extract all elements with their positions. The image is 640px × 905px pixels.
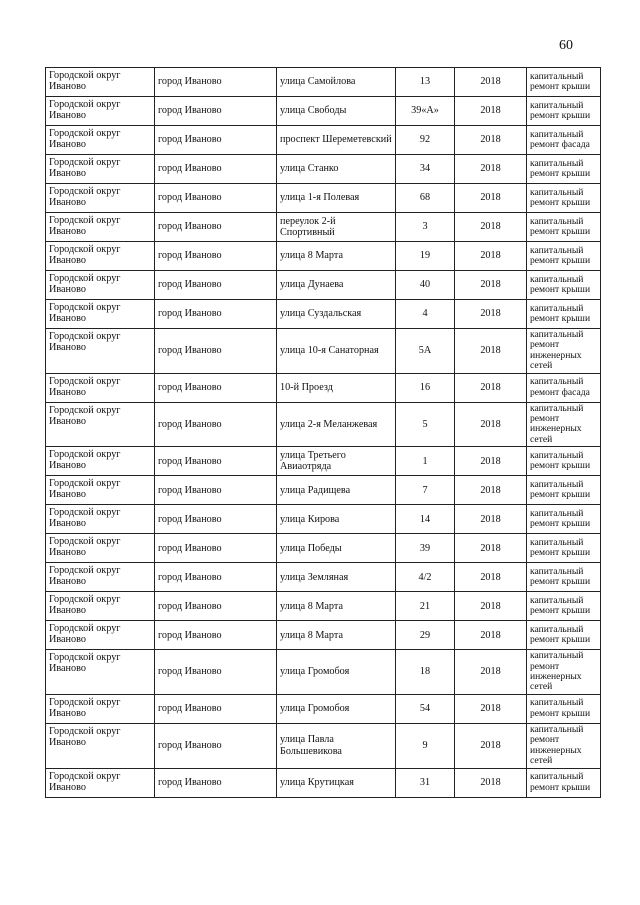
- street-cell: улица 10-я Санаторная: [277, 329, 396, 374]
- house-number-cell: 29: [396, 621, 455, 650]
- street-cell: улица 2-я Меланжевая: [277, 402, 396, 447]
- year-cell: 2018: [455, 621, 527, 650]
- work-type-cell: капитальный ремонт инженерных сетей: [527, 329, 601, 374]
- year-cell: 2018: [455, 242, 527, 271]
- district-cell: Городской округ Иваново: [46, 505, 155, 534]
- year-cell: 2018: [455, 68, 527, 97]
- table-row: [46, 505, 601, 534]
- table-row: [46, 213, 601, 242]
- city-cell: город Иваново: [155, 476, 277, 505]
- district-cell: Городской округ Иваново: [46, 97, 155, 126]
- house-number-cell: 92: [396, 126, 455, 155]
- house-number-cell: 7: [396, 476, 455, 505]
- year-cell: 2018: [455, 300, 527, 329]
- city-cell: город Иваново: [155, 534, 277, 563]
- house-number-cell: 14: [396, 505, 455, 534]
- year-cell: 2018: [455, 723, 527, 768]
- table-row: [46, 723, 601, 768]
- year-cell: 2018: [455, 155, 527, 184]
- district-cell: Городской округ Иваново: [46, 329, 155, 374]
- city-cell: город Иваново: [155, 563, 277, 592]
- table-row: [46, 402, 601, 447]
- house-number-cell: 5: [396, 402, 455, 447]
- house-number-cell: 3: [396, 213, 455, 242]
- city-cell: город Иваново: [155, 213, 277, 242]
- district-cell: Городской округ Иваново: [46, 271, 155, 300]
- year-cell: 2018: [455, 768, 527, 797]
- work-type-cell: капитальный ремонт крыши: [527, 476, 601, 505]
- district-cell: Городской округ Иваново: [46, 447, 155, 476]
- table-row: [46, 155, 601, 184]
- street-cell: улица Кирова: [277, 505, 396, 534]
- year-cell: 2018: [455, 373, 527, 402]
- house-number-cell: 40: [396, 271, 455, 300]
- table-row: [46, 447, 601, 476]
- district-cell: Городской округ Иваново: [46, 650, 155, 695]
- city-cell: город Иваново: [155, 505, 277, 534]
- city-cell: город Иваново: [155, 447, 277, 476]
- city-cell: город Иваново: [155, 723, 277, 768]
- work-type-cell: капитальный ремонт инженерных сетей: [527, 650, 601, 695]
- work-type-cell: капитальный ремонт крыши: [527, 447, 601, 476]
- house-number-cell: 13: [396, 68, 455, 97]
- district-cell: Городской округ Иваново: [46, 155, 155, 184]
- street-cell: улица Свободы: [277, 97, 396, 126]
- district-cell: Городской округ Иваново: [46, 534, 155, 563]
- year-cell: 2018: [455, 447, 527, 476]
- year-cell: 2018: [455, 329, 527, 374]
- street-cell: улица Земляная: [277, 563, 396, 592]
- work-type-cell: капитальный ремонт инженерных сетей: [527, 723, 601, 768]
- year-cell: 2018: [455, 534, 527, 563]
- year-cell: 2018: [455, 505, 527, 534]
- street-cell: улица Крутицкая: [277, 768, 396, 797]
- street-cell: 10-й Проезд: [277, 373, 396, 402]
- district-cell: Городской округ Иваново: [46, 694, 155, 723]
- work-type-cell: капитальный ремонт крыши: [527, 97, 601, 126]
- repair-registry-table: [45, 67, 601, 798]
- district-cell: Городской округ Иваново: [46, 373, 155, 402]
- work-type-cell: капитальный ремонт фасада: [527, 373, 601, 402]
- city-cell: город Иваново: [155, 621, 277, 650]
- work-type-cell: капитальный ремонт крыши: [527, 694, 601, 723]
- street-cell: улица Громобоя: [277, 650, 396, 695]
- house-number-cell: 39«А»: [396, 97, 455, 126]
- table-row: [46, 329, 601, 374]
- house-number-cell: 9: [396, 723, 455, 768]
- district-cell: Городской округ Иваново: [46, 621, 155, 650]
- table-row: [46, 563, 601, 592]
- city-cell: город Иваново: [155, 592, 277, 621]
- house-number-cell: 18: [396, 650, 455, 695]
- street-cell: улица Радищева: [277, 476, 396, 505]
- house-number-cell: 31: [396, 768, 455, 797]
- city-cell: город Иваново: [155, 329, 277, 374]
- street-cell: улица Победы: [277, 534, 396, 563]
- work-type-cell: капитальный ремонт крыши: [527, 242, 601, 271]
- district-cell: Городской округ Иваново: [46, 768, 155, 797]
- work-type-cell: капитальный ремонт крыши: [527, 592, 601, 621]
- district-cell: Городской округ Иваново: [46, 126, 155, 155]
- city-cell: город Иваново: [155, 402, 277, 447]
- district-cell: Городской округ Иваново: [46, 563, 155, 592]
- table-row: [46, 534, 601, 563]
- work-type-cell: капитальный ремонт крыши: [527, 563, 601, 592]
- city-cell: город Иваново: [155, 68, 277, 97]
- district-cell: Городской округ Иваново: [46, 242, 155, 271]
- street-cell: улица Суздальская: [277, 300, 396, 329]
- year-cell: 2018: [455, 563, 527, 592]
- table-row: [46, 271, 601, 300]
- year-cell: 2018: [455, 592, 527, 621]
- work-type-cell: капитальный ремонт крыши: [527, 534, 601, 563]
- table-row: [46, 768, 601, 797]
- house-number-cell: 19: [396, 242, 455, 271]
- street-cell: улица Самойлова: [277, 68, 396, 97]
- table-row: [46, 694, 601, 723]
- year-cell: 2018: [455, 97, 527, 126]
- work-type-cell: капитальный ремонт инженерных сетей: [527, 402, 601, 447]
- year-cell: 2018: [455, 402, 527, 447]
- city-cell: город Иваново: [155, 126, 277, 155]
- work-type-cell: капитальный ремонт крыши: [527, 271, 601, 300]
- city-cell: город Иваново: [155, 242, 277, 271]
- year-cell: 2018: [455, 271, 527, 300]
- house-number-cell: 5А: [396, 329, 455, 374]
- house-number-cell: 54: [396, 694, 455, 723]
- table-row: [46, 592, 601, 621]
- work-type-cell: капитальный ремонт крыши: [527, 213, 601, 242]
- year-cell: 2018: [455, 184, 527, 213]
- house-number-cell: 21: [396, 592, 455, 621]
- work-type-cell: капитальный ремонт крыши: [527, 768, 601, 797]
- table-row: [46, 476, 601, 505]
- page-number: 60: [559, 38, 573, 53]
- street-cell: проспект Шереметевский: [277, 126, 396, 155]
- work-type-cell: капитальный ремонт крыши: [527, 184, 601, 213]
- table-row: [46, 300, 601, 329]
- street-cell: улица 1-я Полевая: [277, 184, 396, 213]
- street-cell: улица Станко: [277, 155, 396, 184]
- year-cell: 2018: [455, 476, 527, 505]
- city-cell: город Иваново: [155, 768, 277, 797]
- street-cell: переулок 2-й Спортивный: [277, 213, 396, 242]
- city-cell: город Иваново: [155, 300, 277, 329]
- table-row: [46, 97, 601, 126]
- table-row: [46, 621, 601, 650]
- city-cell: город Иваново: [155, 694, 277, 723]
- table-row: [46, 242, 601, 271]
- work-type-cell: капитальный ремонт крыши: [527, 68, 601, 97]
- house-number-cell: 34: [396, 155, 455, 184]
- district-cell: Городской округ Иваново: [46, 300, 155, 329]
- table-row: [46, 373, 601, 402]
- city-cell: город Иваново: [155, 650, 277, 695]
- year-cell: 2018: [455, 694, 527, 723]
- street-cell: улица Дунаева: [277, 271, 396, 300]
- district-cell: Городской округ Иваново: [46, 68, 155, 97]
- year-cell: 2018: [455, 213, 527, 242]
- work-type-cell: капитальный ремонт крыши: [527, 505, 601, 534]
- work-type-cell: капитальный ремонт фасада: [527, 126, 601, 155]
- house-number-cell: 68: [396, 184, 455, 213]
- district-cell: Городской округ Иваново: [46, 213, 155, 242]
- house-number-cell: 39: [396, 534, 455, 563]
- street-cell: улица Громобоя: [277, 694, 396, 723]
- table-row: [46, 68, 601, 97]
- district-cell: Городской округ Иваново: [46, 723, 155, 768]
- street-cell: улица 8 Марта: [277, 242, 396, 271]
- city-cell: город Иваново: [155, 373, 277, 402]
- city-cell: город Иваново: [155, 271, 277, 300]
- district-cell: Городской округ Иваново: [46, 592, 155, 621]
- house-number-cell: 1: [396, 447, 455, 476]
- work-type-cell: капитальный ремонт крыши: [527, 621, 601, 650]
- street-cell: улица Третьего Авиаотряда: [277, 447, 396, 476]
- work-type-cell: капитальный ремонт крыши: [527, 300, 601, 329]
- table-row: [46, 126, 601, 155]
- street-cell: улица 8 Марта: [277, 621, 396, 650]
- house-number-cell: 4/2: [396, 563, 455, 592]
- district-cell: Городской округ Иваново: [46, 402, 155, 447]
- district-cell: Городской округ Иваново: [46, 476, 155, 505]
- street-cell: улица Павла Большевикова: [277, 723, 396, 768]
- street-cell: улица 8 Марта: [277, 592, 396, 621]
- year-cell: 2018: [455, 650, 527, 695]
- work-type-cell: капитальный ремонт крыши: [527, 155, 601, 184]
- district-cell: Городской округ Иваново: [46, 184, 155, 213]
- city-cell: город Иваново: [155, 97, 277, 126]
- house-number-cell: 4: [396, 300, 455, 329]
- year-cell: 2018: [455, 126, 527, 155]
- city-cell: город Иваново: [155, 184, 277, 213]
- house-number-cell: 16: [396, 373, 455, 402]
- table-row: [46, 184, 601, 213]
- table-row: [46, 650, 601, 695]
- city-cell: город Иваново: [155, 155, 277, 184]
